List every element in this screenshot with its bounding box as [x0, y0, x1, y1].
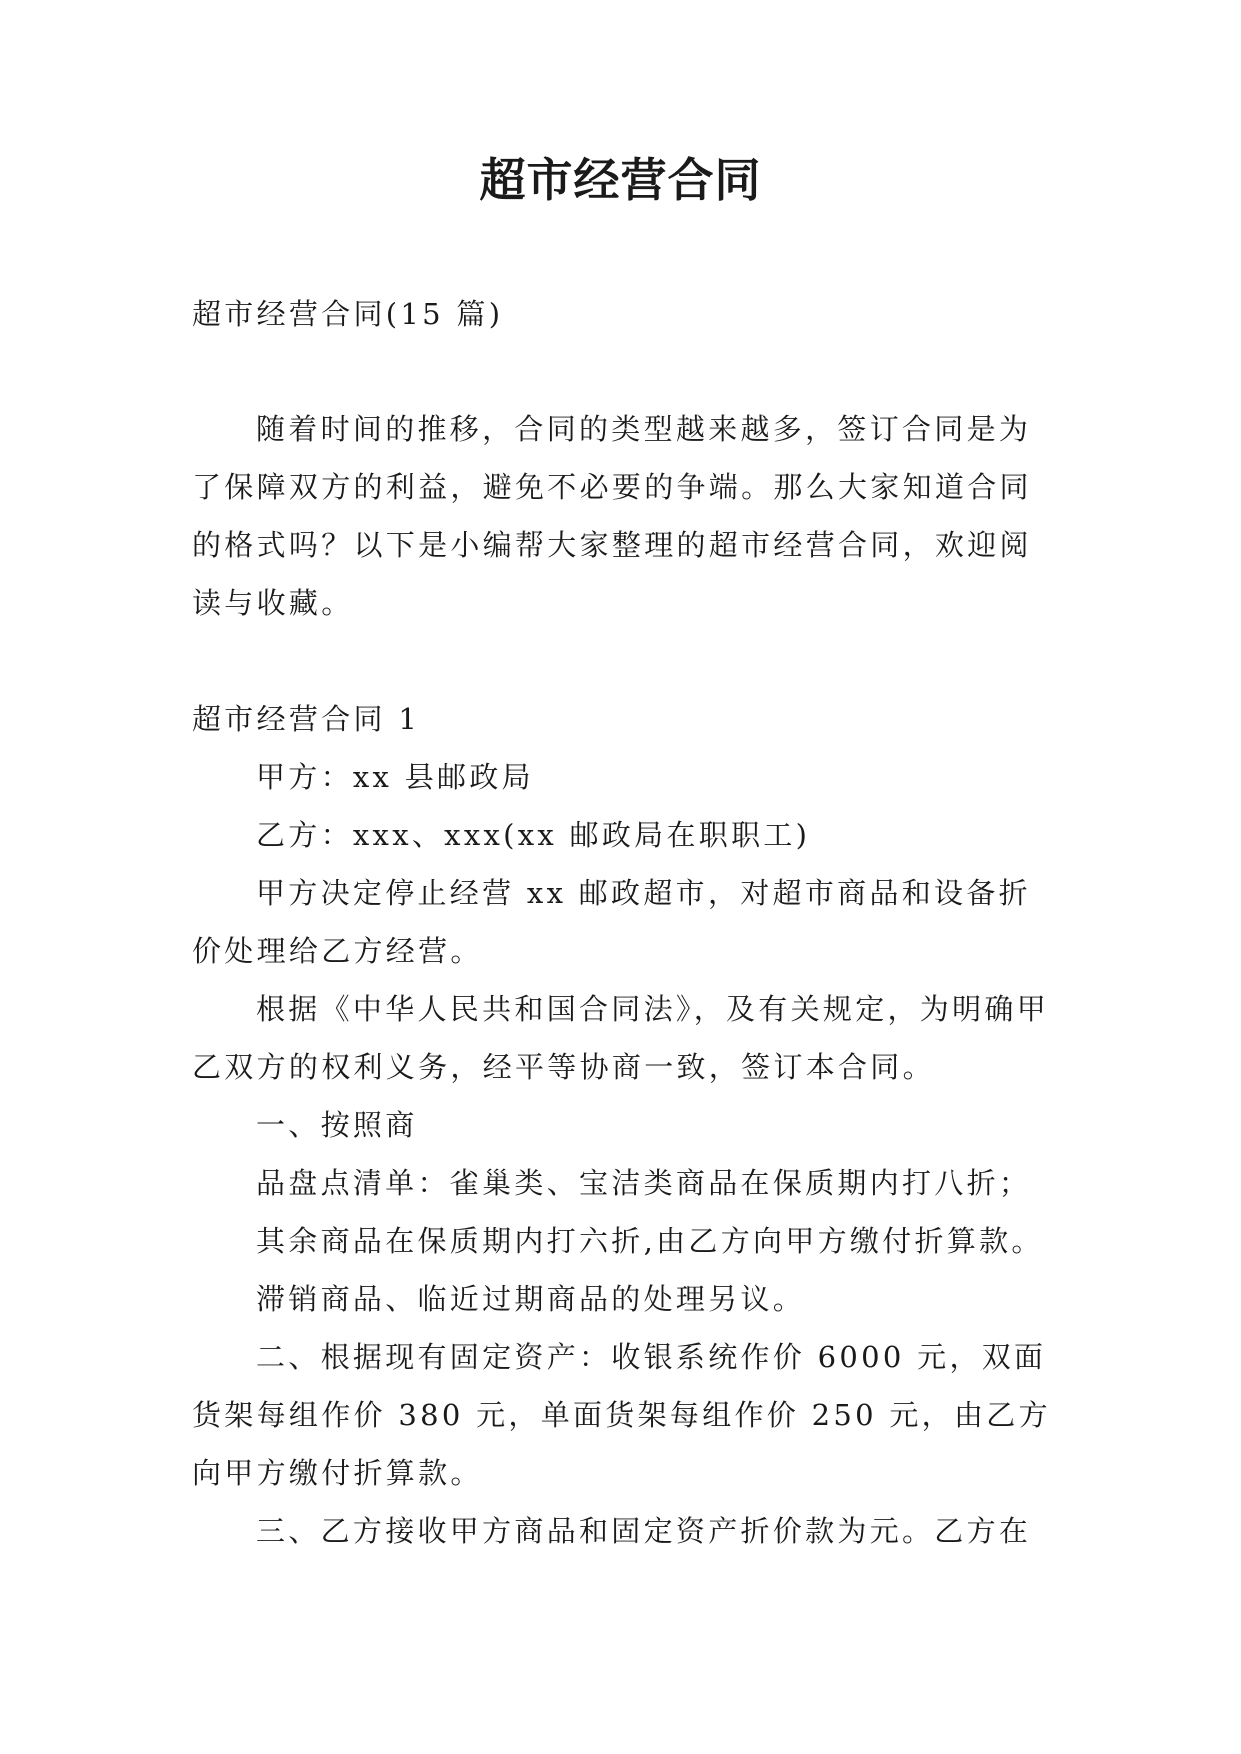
party-b: 乙方：xxx、xxx(xx 邮政局在职职工)	[256, 818, 811, 852]
paragraph-basis: 根据《中华人民共和国合同法》，及有关规定，为明确甲乙双方的权利义务，经平等协商一致，签订本合同。	[192, 992, 1050, 1084]
clause-1-line-3: 滞销商品、临近过期商品的处理另议。	[256, 1282, 806, 1316]
clause-2: 二、根据现有固定资产：收银系统作价 6000 元，双面货架每组作价 380 元，单面货架每组作价 250 元，由乙方向甲方缴付折算款。	[192, 1340, 1051, 1490]
intro-paragraph: 随着时间的推移，合同的类型越来越多，签订合同是为了保障双方的利益，避免不必要的争端。那么大家知道合同的格式吗？以下是小编帮大家整理的超市经营合同，欢迎阅读与收藏。	[192, 412, 1032, 620]
clause-1-title: 一、按照商	[256, 1108, 418, 1142]
paragraph-decision: 甲方决定停止经营 xx 邮政超市，对超市商品和设备折价处理给乙方经营。	[192, 876, 1031, 968]
clause-1-line-2: 其余商品在保质期内打六折,由乙方向甲方缴付折算款。	[256, 1224, 1044, 1258]
clause-1-line-1: 品盘点清单：雀巢类、宝洁类商品在保质期内打八折；	[256, 1166, 1032, 1200]
document-subtitle: 超市经营合同(15 篇)	[192, 297, 504, 331]
document-title: 超市经营合同	[479, 153, 762, 207]
section-heading: 超市经营合同 1	[192, 702, 421, 736]
party-a: 甲方：xx 县邮政局	[256, 760, 534, 794]
document-body	[192, 285, 1054, 1560]
clause-3: 三、乙方接收甲方商品和固定资产折价款为元。乙方在	[256, 1514, 1032, 1548]
